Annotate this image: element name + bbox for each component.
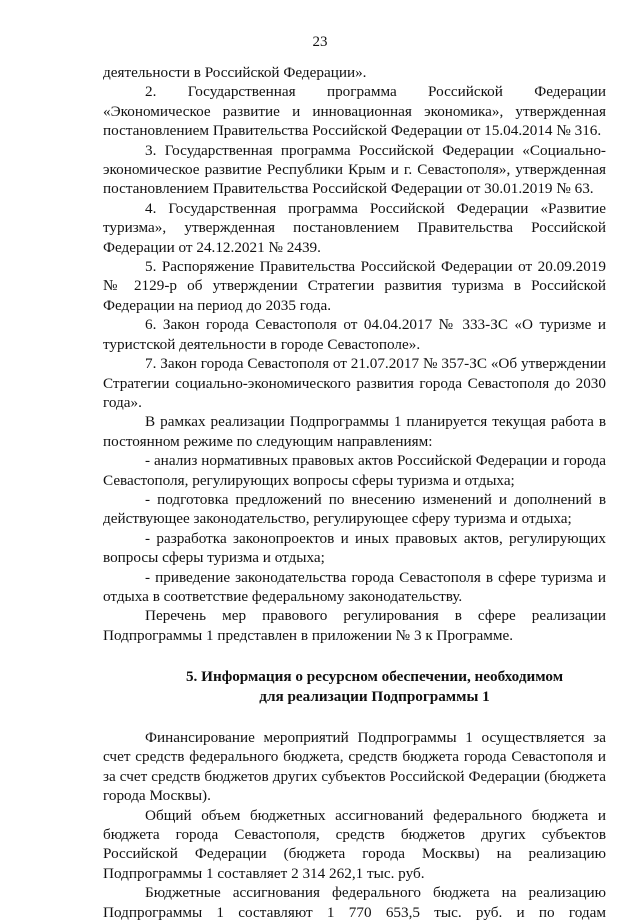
paragraph-total-volume: Общий объем бюджетных ассигнований федерального бюджета и бюджета города Севастополя, средств бюджетов других субъектов Российской Федерации (бюджета города Москвы) на реализацию Подпрограммы 1 составляет 2 314 262,1 тыс. руб. bbox=[103, 806, 606, 882]
section-heading-line-2: для реализации Подпрограммы 1 bbox=[259, 687, 490, 705]
section-heading bbox=[103, 667, 606, 706]
list-item-legal-act-6: 6. Закон города Севастополя от 04.04.2017 № 333-ЗС «О туризме и туристской деятельности в городе Севастополе». bbox=[103, 316, 606, 353]
paragraph-measures-list: Перечень мер правового регулирования в сфере реализации Подпрограммы 1 представлен в приложении № 3 к Программе. bbox=[103, 607, 606, 644]
document-body bbox=[103, 63, 606, 922]
paragraph-continuation: деятельности в Российской Федерации». bbox=[103, 64, 367, 81]
list-item-legal-act-2: 2. Государственная программа Российской Федерации «Экономическое развитие и инновационная экономика», утвержденная постановлением Правительства Российской Федерации от 15.04.2014 № 316. bbox=[103, 83, 606, 140]
bullet-item-alignment: - приведение законодательства города Севастополя в сфере туризма и отдыха в соответствие федеральному законодательству. bbox=[103, 568, 606, 605]
list-item-legal-act-3: 3. Государственная программа Российской Федерации «Социально-экономическое развитие Республики Крым и г. Севастополя», утвержденная постановлением Правительства Российской Федерации от 30.01.2019 № 63. bbox=[103, 141, 606, 198]
section-heading-line-1: 5. Информация о ресурсном обеспечении, необходимом bbox=[185, 668, 564, 686]
paragraph-current-work: В рамках реализации Подпрограммы 1 планируется текущая работа в постоянном режиме по следующим направлениям: bbox=[103, 413, 606, 450]
list-item-legal-act-5: 5. Распоряжение Правительства Российской Федерации от 20.09.2019 № 2129-р об утверждении Стратегии развития туризма в Российской Федерации на период до 2035 года. bbox=[103, 258, 606, 314]
bullet-item-analysis: - анализ нормативных правовых актов Российской Федерации и города Севастополя, регулирующих вопросы сферы туризма и отдыха; bbox=[103, 452, 606, 489]
list-item-legal-act-4: 4. Государственная программа Российской Федерации «Развитие туризма», утвержденная постановлением Правительства Российской Федерации от 24.12.2021 № 2439. bbox=[103, 199, 606, 256]
page-number: 23 bbox=[312, 34, 328, 50]
bullet-item-proposals: - подготовка предложений по внесению изменений и дополнений в действующее законодательство, регулирующее сферу туризма и отдыха; bbox=[103, 490, 606, 528]
list-item-legal-act-7: 7. Закон города Севастополя от 21.07.2017 № 357-ЗС «Об утверждении Стратегии социально-экономического развития города Севастополя до 2030 года». bbox=[103, 355, 606, 411]
paragraph-financing: Финансирование мероприятий Подпрограммы 1 осуществляется за счет средств федерального бюджета, средств бюджета города Севастополя и за счет средств бюджетов других субъектов Российской Федерации (бюджета города Москвы). bbox=[103, 729, 606, 805]
paragraph-federal-allocations: Бюджетные ассигнования федерального бюджета на реализацию Подпрограммы 1 составляют 1 770 653,5 тыс. руб. и по годам bbox=[103, 884, 606, 921]
bullet-item-drafting: - разработка законопроектов и иных правовых актов, регулирующих вопросы сферы туризма и отдыха; bbox=[103, 529, 606, 567]
